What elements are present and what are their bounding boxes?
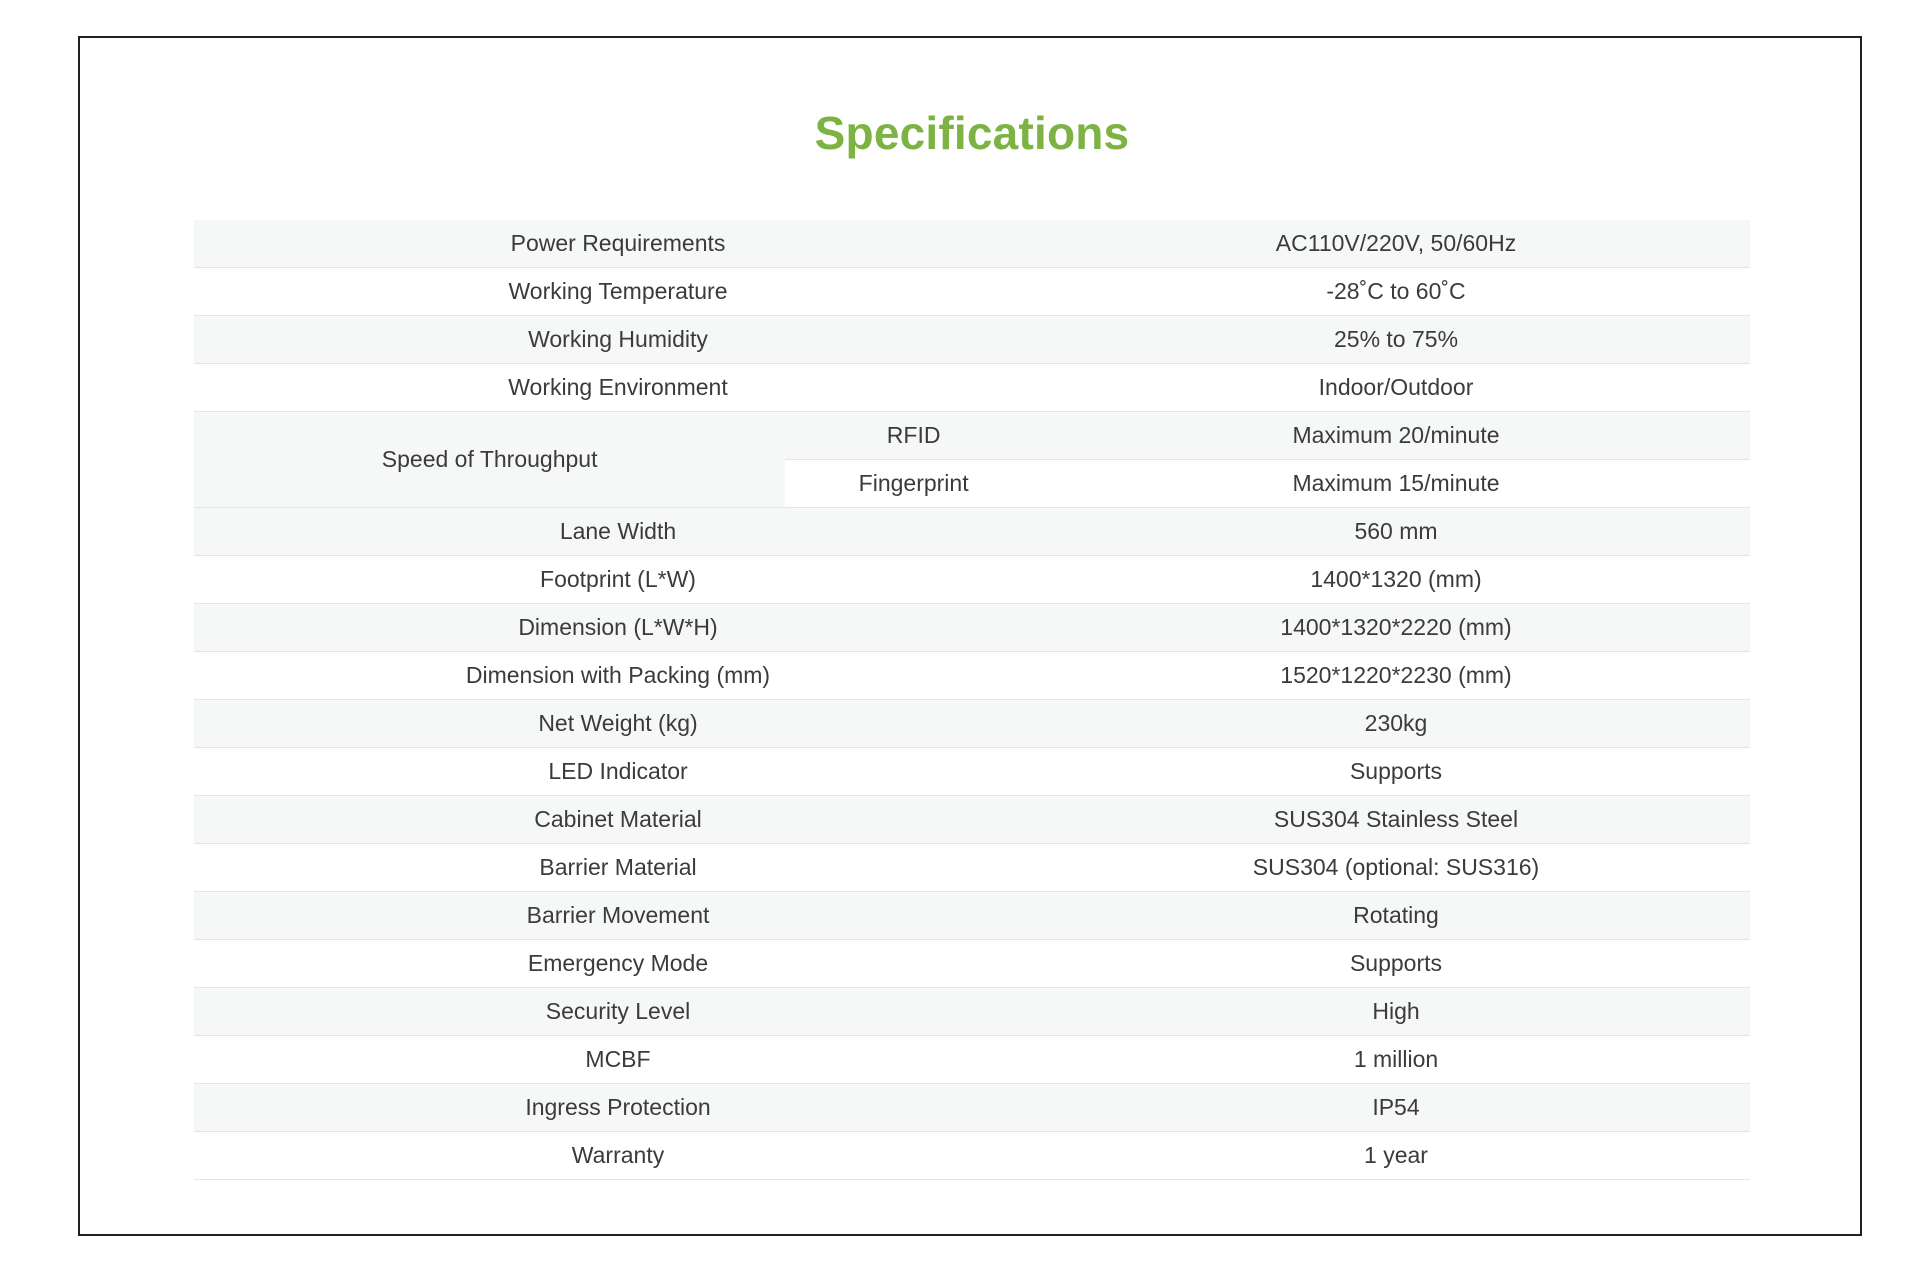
spec-value: 1520*1220*2230 (mm) (1042, 652, 1750, 700)
spec-value: 1 year (1042, 1132, 1750, 1180)
table-row (194, 316, 1750, 364)
spec-label: Working Humidity (194, 316, 1042, 364)
table-row (194, 268, 1750, 316)
table-row (194, 1036, 1750, 1084)
spec-value: 1400*1320 (mm) (1042, 556, 1750, 604)
spec-value: Maximum 15/minute (1042, 460, 1750, 508)
spec-label: Cabinet Material (194, 796, 1042, 844)
spec-value: Supports (1042, 940, 1750, 988)
spec-value: Indoor/Outdoor (1042, 364, 1750, 412)
spec-value: SUS304 (optional: SUS316) (1042, 844, 1750, 892)
spec-label: Net Weight (kg) (194, 700, 1042, 748)
spec-label: Dimension with Packing (mm) (194, 652, 1042, 700)
spec-value: Maximum 20/minute (1042, 412, 1750, 460)
spec-value: Rotating (1042, 892, 1750, 940)
table-row (194, 796, 1750, 844)
spec-value: 230kg (1042, 700, 1750, 748)
spec-sublabel: RFID (785, 412, 1042, 460)
spec-label: Lane Width (194, 508, 1042, 556)
spec-label: Footprint (L*W) (194, 556, 1042, 604)
spec-value: AC110V/220V, 50/60Hz (1042, 220, 1750, 268)
table-row (194, 652, 1750, 700)
table-row (194, 1132, 1750, 1180)
spec-value: 1 million (1042, 1036, 1750, 1084)
spec-label: Warranty (194, 1132, 1042, 1180)
spec-value: Supports (1042, 748, 1750, 796)
table-row (194, 412, 1750, 460)
spec-label: Emergency Mode (194, 940, 1042, 988)
table-row (194, 940, 1750, 988)
table-row (194, 604, 1750, 652)
spec-label: Dimension (L*W*H) (194, 604, 1042, 652)
table-row (194, 220, 1750, 268)
table-row (194, 892, 1750, 940)
table-row (194, 508, 1750, 556)
page-title: Specifications (814, 107, 1130, 159)
specifications-table (194, 220, 1750, 1180)
spec-label: MCBF (194, 1036, 1042, 1084)
spec-label: Barrier Movement (194, 892, 1042, 940)
spec-label-group: Speed of Throughput (194, 412, 785, 508)
spec-value: 560 mm (1042, 508, 1750, 556)
spec-value: -28˚C to 60˚C (1042, 268, 1750, 316)
table-row (194, 364, 1750, 412)
spec-label: Barrier Material (194, 844, 1042, 892)
spec-label: LED Indicator (194, 748, 1042, 796)
spec-value: 25% to 75% (1042, 316, 1750, 364)
spec-label: Security Level (194, 988, 1042, 1036)
spec-label: Power Requirements (194, 220, 1042, 268)
spec-value: SUS304 Stainless Steel (1042, 796, 1750, 844)
table-row (194, 700, 1750, 748)
spec-value: 1400*1320*2220 (mm) (1042, 604, 1750, 652)
table-row (194, 988, 1750, 1036)
document-frame (78, 36, 1862, 1236)
table-row (194, 1084, 1750, 1132)
spec-sublabel: Fingerprint (785, 460, 1042, 508)
table-row (194, 748, 1750, 796)
table-row (194, 556, 1750, 604)
spec-value: High (1042, 988, 1750, 1036)
specifications-table-body (194, 220, 1750, 1180)
spec-value: IP54 (1042, 1084, 1750, 1132)
spec-label: Working Temperature (194, 268, 1042, 316)
spec-label: Working Environment (194, 364, 1042, 412)
spec-label: Ingress Protection (194, 1084, 1042, 1132)
table-row (194, 844, 1750, 892)
